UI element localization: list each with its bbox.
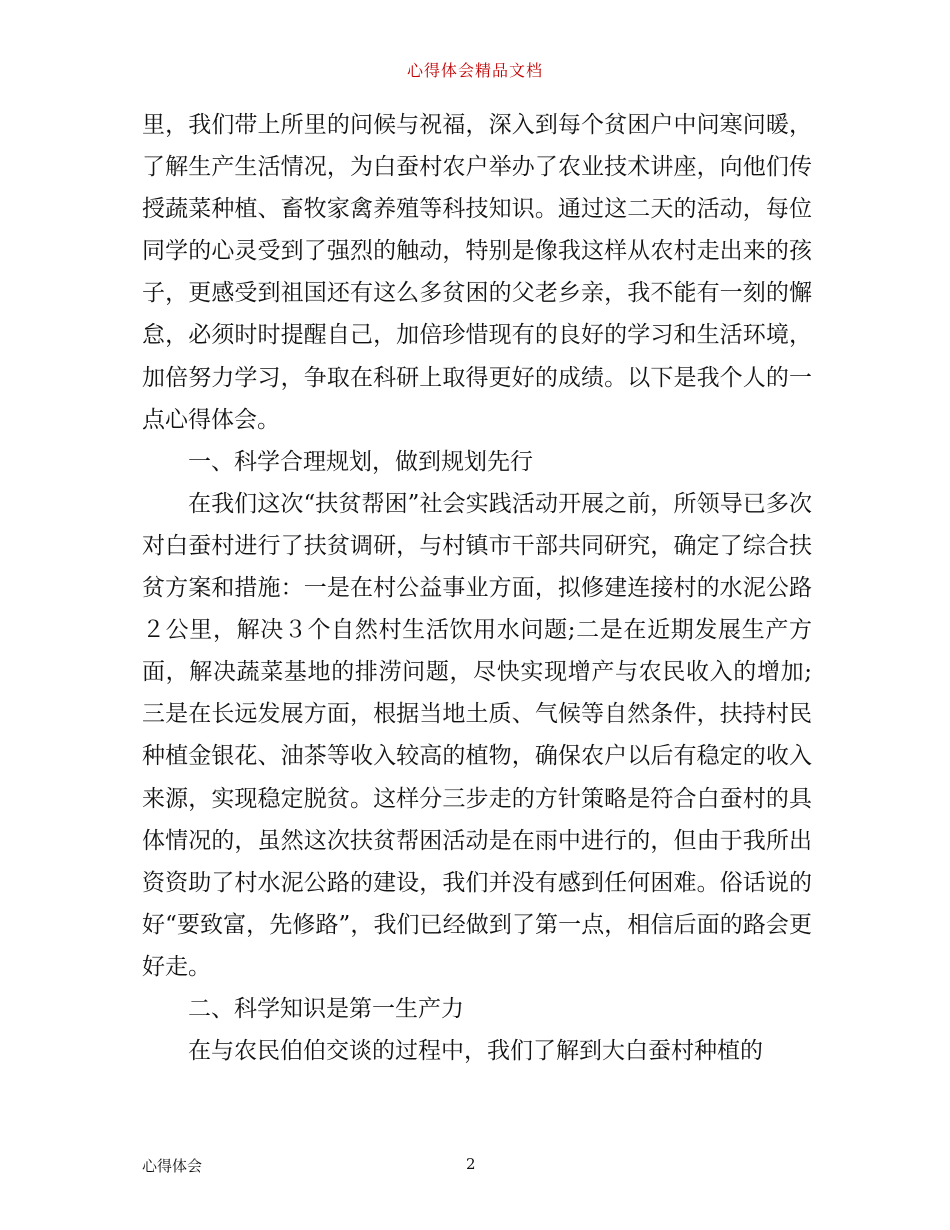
- section-heading-2: 二、科学知识是第一生产力: [188, 995, 464, 1022]
- footer-label: 心得体会: [142, 1157, 203, 1175]
- body-paragraph: 在我们这次“扶贫帮困”社会实践活动开展之前，所领导已多次对白蚕村进行了扶贫调研，与村镇市干部共同研究，确定了综合扶贫方案和措施：一是在村公益事业方面，拟修建连接村的水泥公路２公里，解决３个自然村生活饮用水问题;二是在近期发展生产方面，解决蔬菜基地的排涝问题，尽快实现增产与农民收入的增加;三是在长远发展方面，根据当地土质、气候等自然条件，扶持村民种植金银花、油茶等收入较高的植物，确保农户以后有稳定的收入来源，实现稳定脱贫。这样分三步走的方针策略是符合白蚕村的具体情况的，虽然这次扶贫帮困活动是在雨中进行的，但由于我所出资资助了村水泥公路的建设，我们并没有感到任何困难。俗话说的好“要致富，先修路”，我们已经做到了第一点，相信后面的路会更好走。: [142, 490, 812, 980]
- body-paragraph: 里，我们带上所里的问候与祝福，深入到每个贫困户中问寒问暖，了解生产生活情况，为白蚕村农户举办了农业技术讲座，向他们传授蔬菜种植、畜牧家禽养殖等科技知识。通过这二天的活动，每位同学的心灵受到了强烈的触动，特别是像我这样从农村走出来的孩子，更感受到祖国还有这么多贫困的父老乡亲，我不能有一刻的懈怠，必须时时提醒自己，加倍珍惜现有的良好的学习和生活环境，加倍努力学习，争取在科研上取得更好的成绩。以下是我个人的一点心得体会。: [142, 112, 812, 433]
- page-header-title: 心得体会精品文档: [406, 61, 543, 80]
- page-number: 2: [466, 1155, 476, 1173]
- body-paragraph: 在与农民伯伯交谈的过程中，我们了解到大白蚕村种植的: [188, 1038, 763, 1065]
- section-heading-1: 一、科学合理规划，做到规划先行: [188, 448, 533, 475]
- document-body: [142, 104, 812, 1072]
